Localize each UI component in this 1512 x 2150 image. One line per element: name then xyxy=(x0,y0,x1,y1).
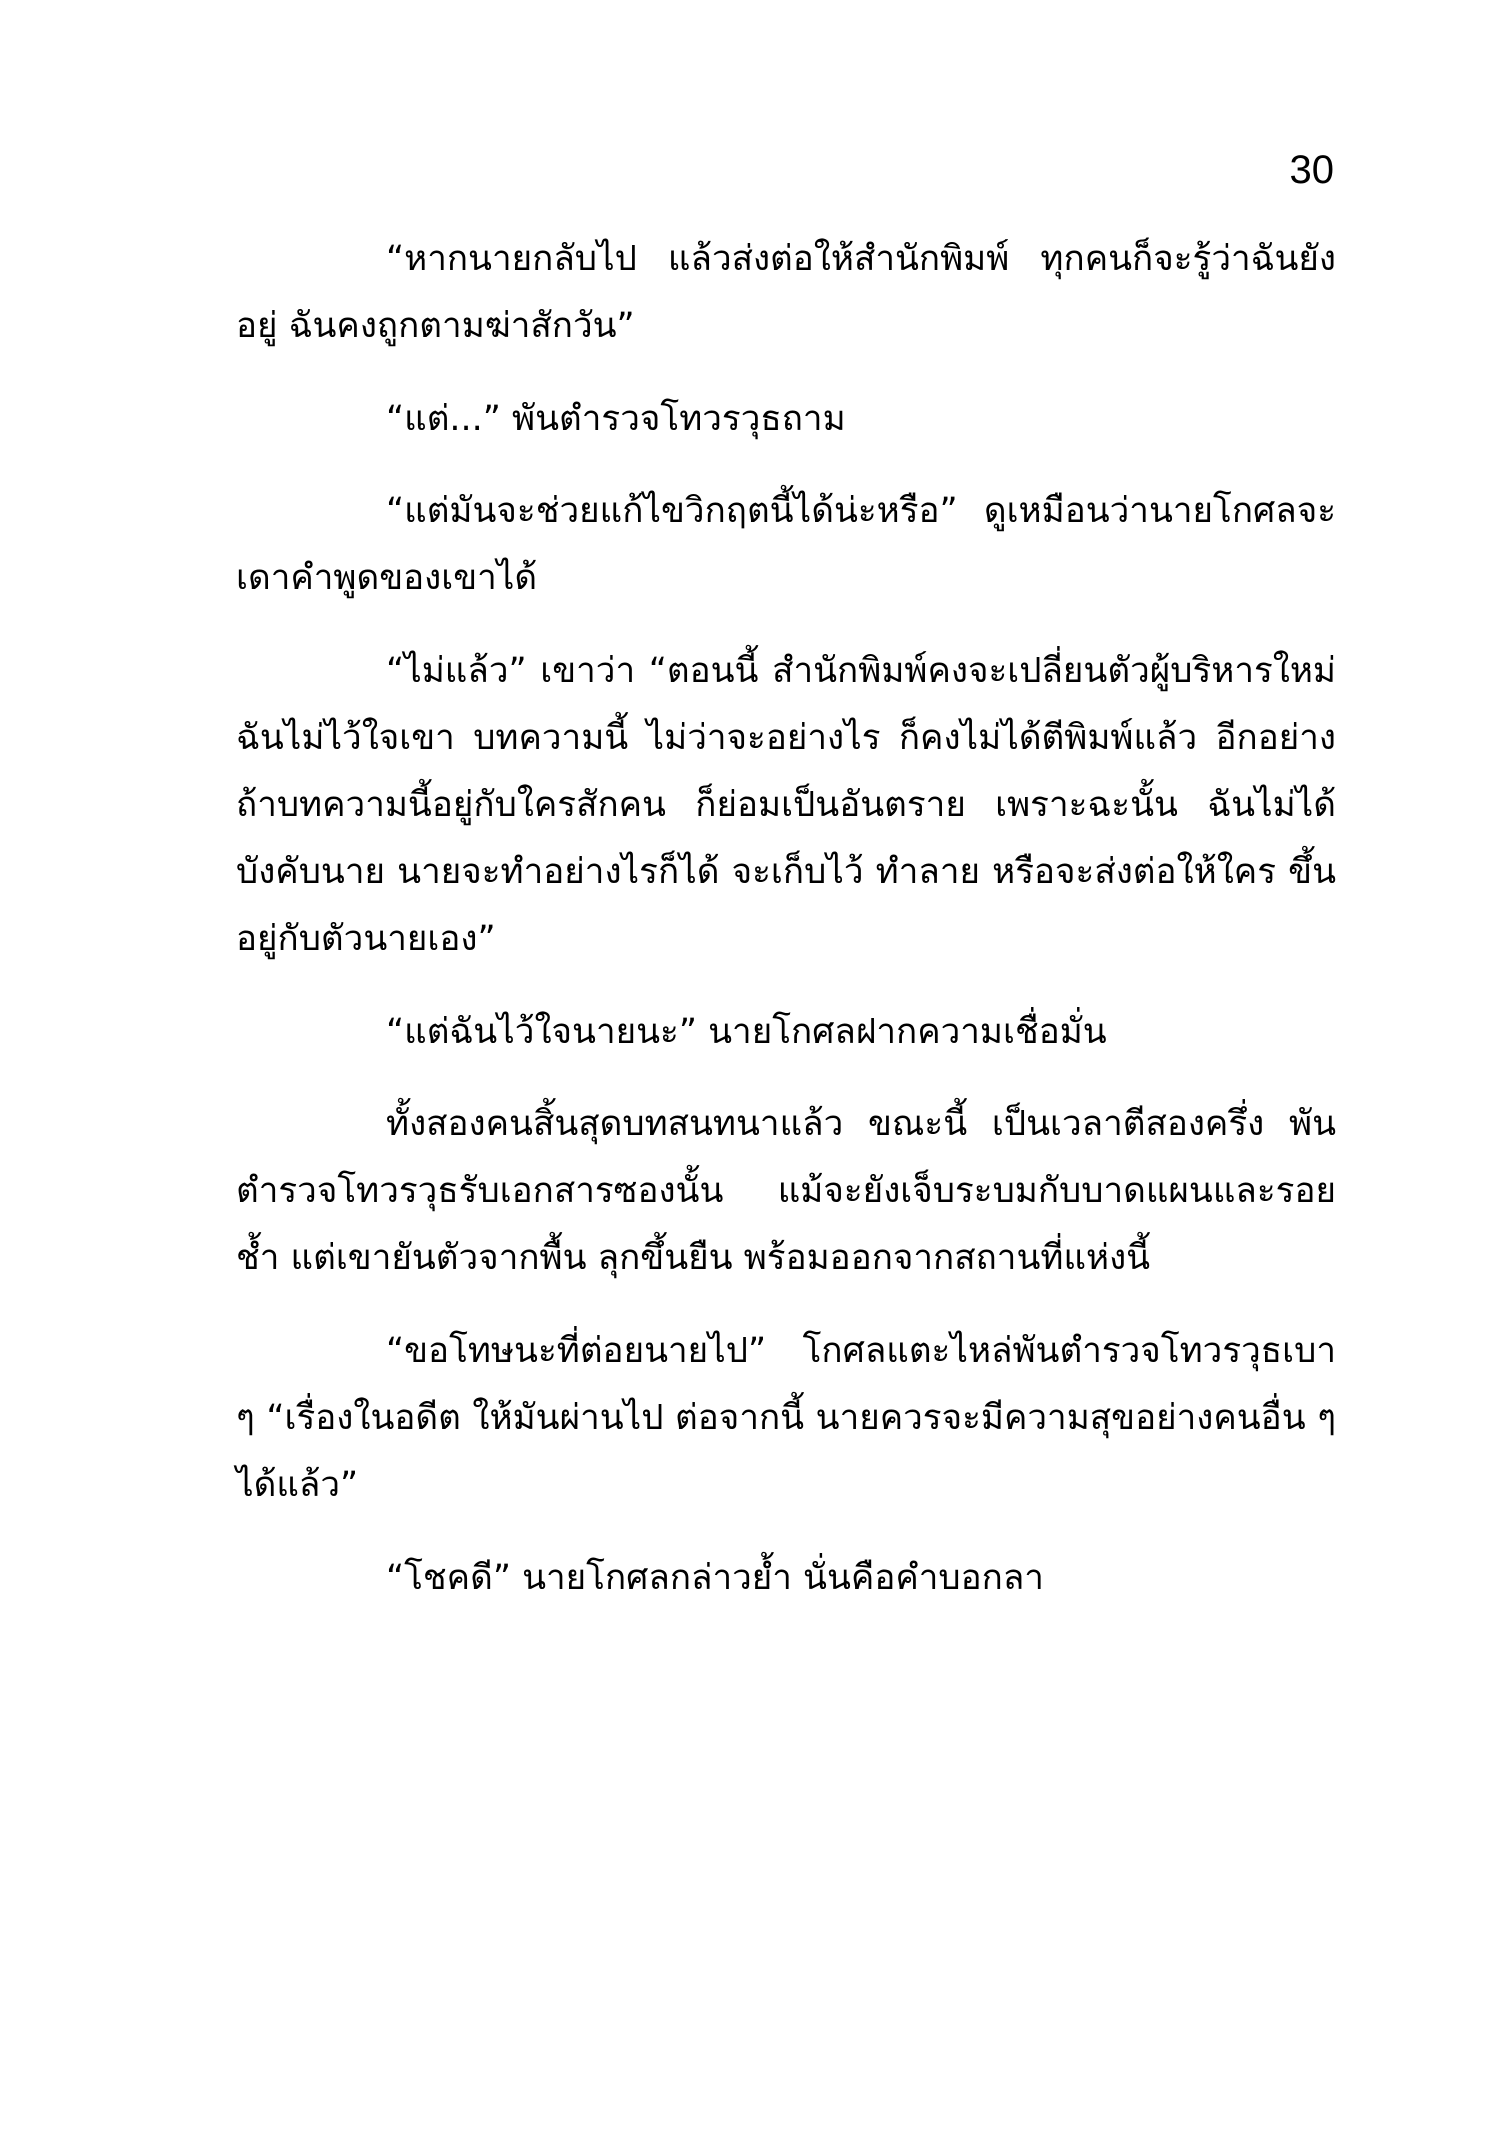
page-number: 30 xyxy=(1289,148,1334,192)
paragraph: “แต่มันจะช่วยแก้ไขวิกฤตนี้ได้น่ะหรือ” ดูเหมือนว่านายโกศลจะเดาคำพูดของเขาได้ xyxy=(236,490,1336,599)
paragraph: “ขอโทษนะที่ต่อยนายไป” โกศลแตะไหล่พันตำรวจโทวรวุธเบา ๆ “เรื่องในอดีต ให้มันผ่านไป ต่อจากนี้ นายควรจะมีความสุขอย่างคนอื่น ๆ ได้แล้ว” xyxy=(236,1330,1336,1506)
paragraph: ทั้งสองคนสิ้นสุดบทสนทนาแล้ว ขณะนี้ เป็นเวลาตีสองครึ่ง พันตำรวจโทวรวุธรับเอกสารซองนั้น แม้จะยังเจ็บระบมกับบาดแผนและรอยช้ำ แต่เขายันตัวจากพื้น ลุกขึ้นยืน พร้อมออกจากสถานที่แห่งนี้ xyxy=(236,1104,1336,1279)
paragraph: “ไม่แล้ว” เขาว่า “ตอนนี้ สำนักพิมพ์คงจะเปลี่ยนตัวผู้บริหารใหม่ ฉันไม่ไว้ใจเขา บทความนี้ ไม่ว่าจะอย่างไร ก็คงไม่ได้ตีพิมพ์แล้ว อีกอย่าง ถ้าบทความนี้อยู่กับใครสักคน ก็ย่อมเป็นอันตราย เพราะฉะนั้น ฉันไม่ได้บังคับนาย นายจะทำอย่างไรก็ได้ จะเก็บไว้ ทำลาย หรือจะส่งต่อให้ใคร ขึ้นอยู่กับตัวนายเอง” xyxy=(236,650,1336,960)
paragraph: “แต่ฉันไว้ใจนายนะ” นายโกศลฝากความเชื่อมั่น xyxy=(386,1011,1107,1052)
paragraph: “โชคดี” นายโกศลกล่าวย้ำ นั่นคือคำบอกลา xyxy=(386,1557,1044,1598)
body-text xyxy=(236,226,1336,1612)
paragraph: “แต่...” พันตำรวจโทวรวุธถาม xyxy=(386,398,846,439)
paragraph: “หากนายกลับไป แล้วส่งต่อให้สำนักพิมพ์ ทุกคนก็จะรู้ว่าฉันยังอยู่ ฉันคงถูกตามฆ่าสักวัน” xyxy=(236,239,1336,347)
